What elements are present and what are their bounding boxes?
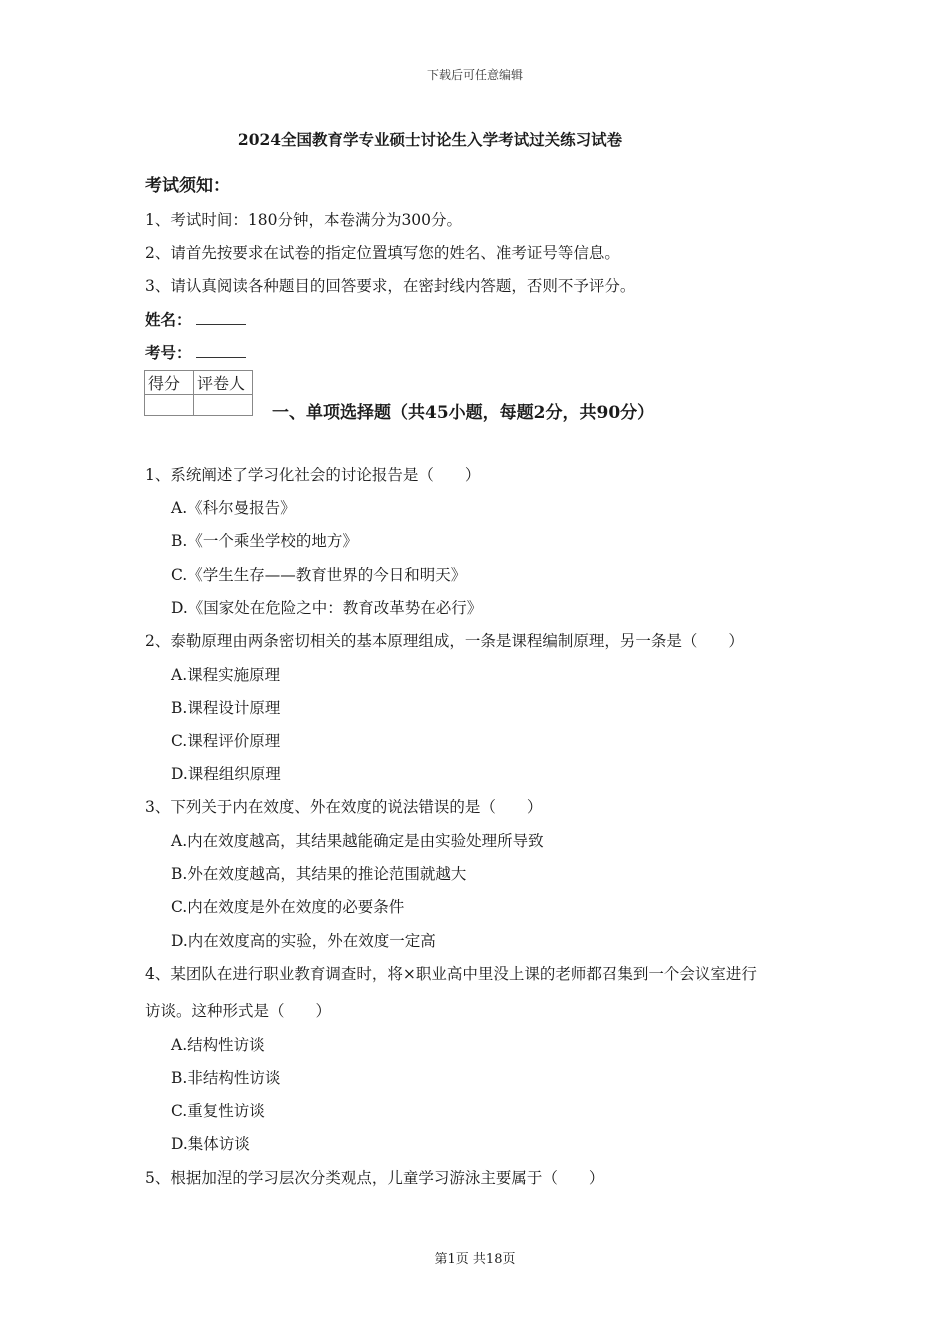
score-table	[144, 370, 253, 416]
section-title: 一、单项选择题（共45小题，每题2分，共90分）	[272, 403, 655, 423]
question-option: A.《科尔曼报告》	[171, 499, 296, 517]
notice-line: 1、考试时间：180分钟，本卷满分为300分。	[145, 211, 463, 229]
name-field[interactable]	[145, 308, 246, 330]
question-option: C.《学生生存——教育世界的今日和明天》	[171, 566, 467, 584]
question-option: C.重复性访谈	[171, 1102, 265, 1120]
question-option: B.非结构性访谈	[171, 1069, 281, 1087]
question-option: B.课程设计原理	[171, 699, 281, 717]
notice-line: 3、请认真阅读各种题目的回答要求，在密封线内答题，否则不予评分。	[145, 277, 636, 295]
grader-cell[interactable]	[194, 395, 253, 416]
header-note: 下载后可任意编辑	[426, 68, 523, 82]
notice-heading: 考试须知：	[145, 176, 230, 196]
score-cell[interactable]	[145, 395, 194, 416]
question-option: D.内在效度高的实验，外在效度一定高	[171, 932, 436, 950]
name-label: 姓名：	[145, 310, 192, 329]
id-label: 考号：	[145, 343, 192, 362]
question-option: A.内在效度越高，其结果越能确定是由实验处理所导致	[171, 832, 544, 850]
question-stem: 4、某团队在进行职业教育调查时，将×职业高中里没上课的老师都召集到一个会议室进行	[145, 965, 757, 983]
question-stem: 3、下列关于内在效度、外在效度的说法错误的是（ ）	[145, 798, 543, 816]
notice-line: 2、请首先按要求在试卷的指定位置填写您的姓名、准考证号等信息。	[145, 244, 620, 262]
question-option: D.《国家处在危险之中：教育改革势在必行》	[171, 599, 483, 617]
question-stem: 5、根据加涅的学习层次分类观点，儿童学习游泳主要属于（ ）	[145, 1169, 605, 1187]
score-header: 得分	[145, 371, 194, 395]
question-stem-continued: 访谈。这种形式是（ ）	[145, 1002, 332, 1020]
id-blank[interactable]	[196, 343, 246, 358]
page-footer: 第1页 共18页	[434, 1252, 516, 1267]
question-option: B.《一个乘坐学校的地方》	[171, 532, 358, 550]
question-option: D.课程组织原理	[171, 765, 281, 783]
question-option: C.内在效度是外在效度的必要条件	[171, 898, 405, 916]
question-option: B.外在效度越高，其结果的推论范围就越大	[171, 865, 467, 883]
page-title: 2024全国教育学专业硕士讨论生入学考试过关练习试卷	[237, 130, 623, 149]
question-option: C.课程评价原理	[171, 732, 281, 750]
name-blank[interactable]	[196, 310, 246, 325]
question-stem: 1、系统阐述了学习化社会的讨论报告是（ ）	[145, 466, 481, 484]
id-field[interactable]	[145, 341, 246, 363]
question-stem: 2、泰勒原理由两条密切相关的基本原理组成，一条是课程编制原理，另一条是（ ）	[145, 632, 744, 650]
question-option: A.结构性访谈	[171, 1036, 265, 1054]
grader-header: 评卷人	[194, 371, 253, 395]
question-option: D.集体访谈	[171, 1135, 250, 1153]
question-option: A.课程实施原理	[171, 666, 281, 684]
